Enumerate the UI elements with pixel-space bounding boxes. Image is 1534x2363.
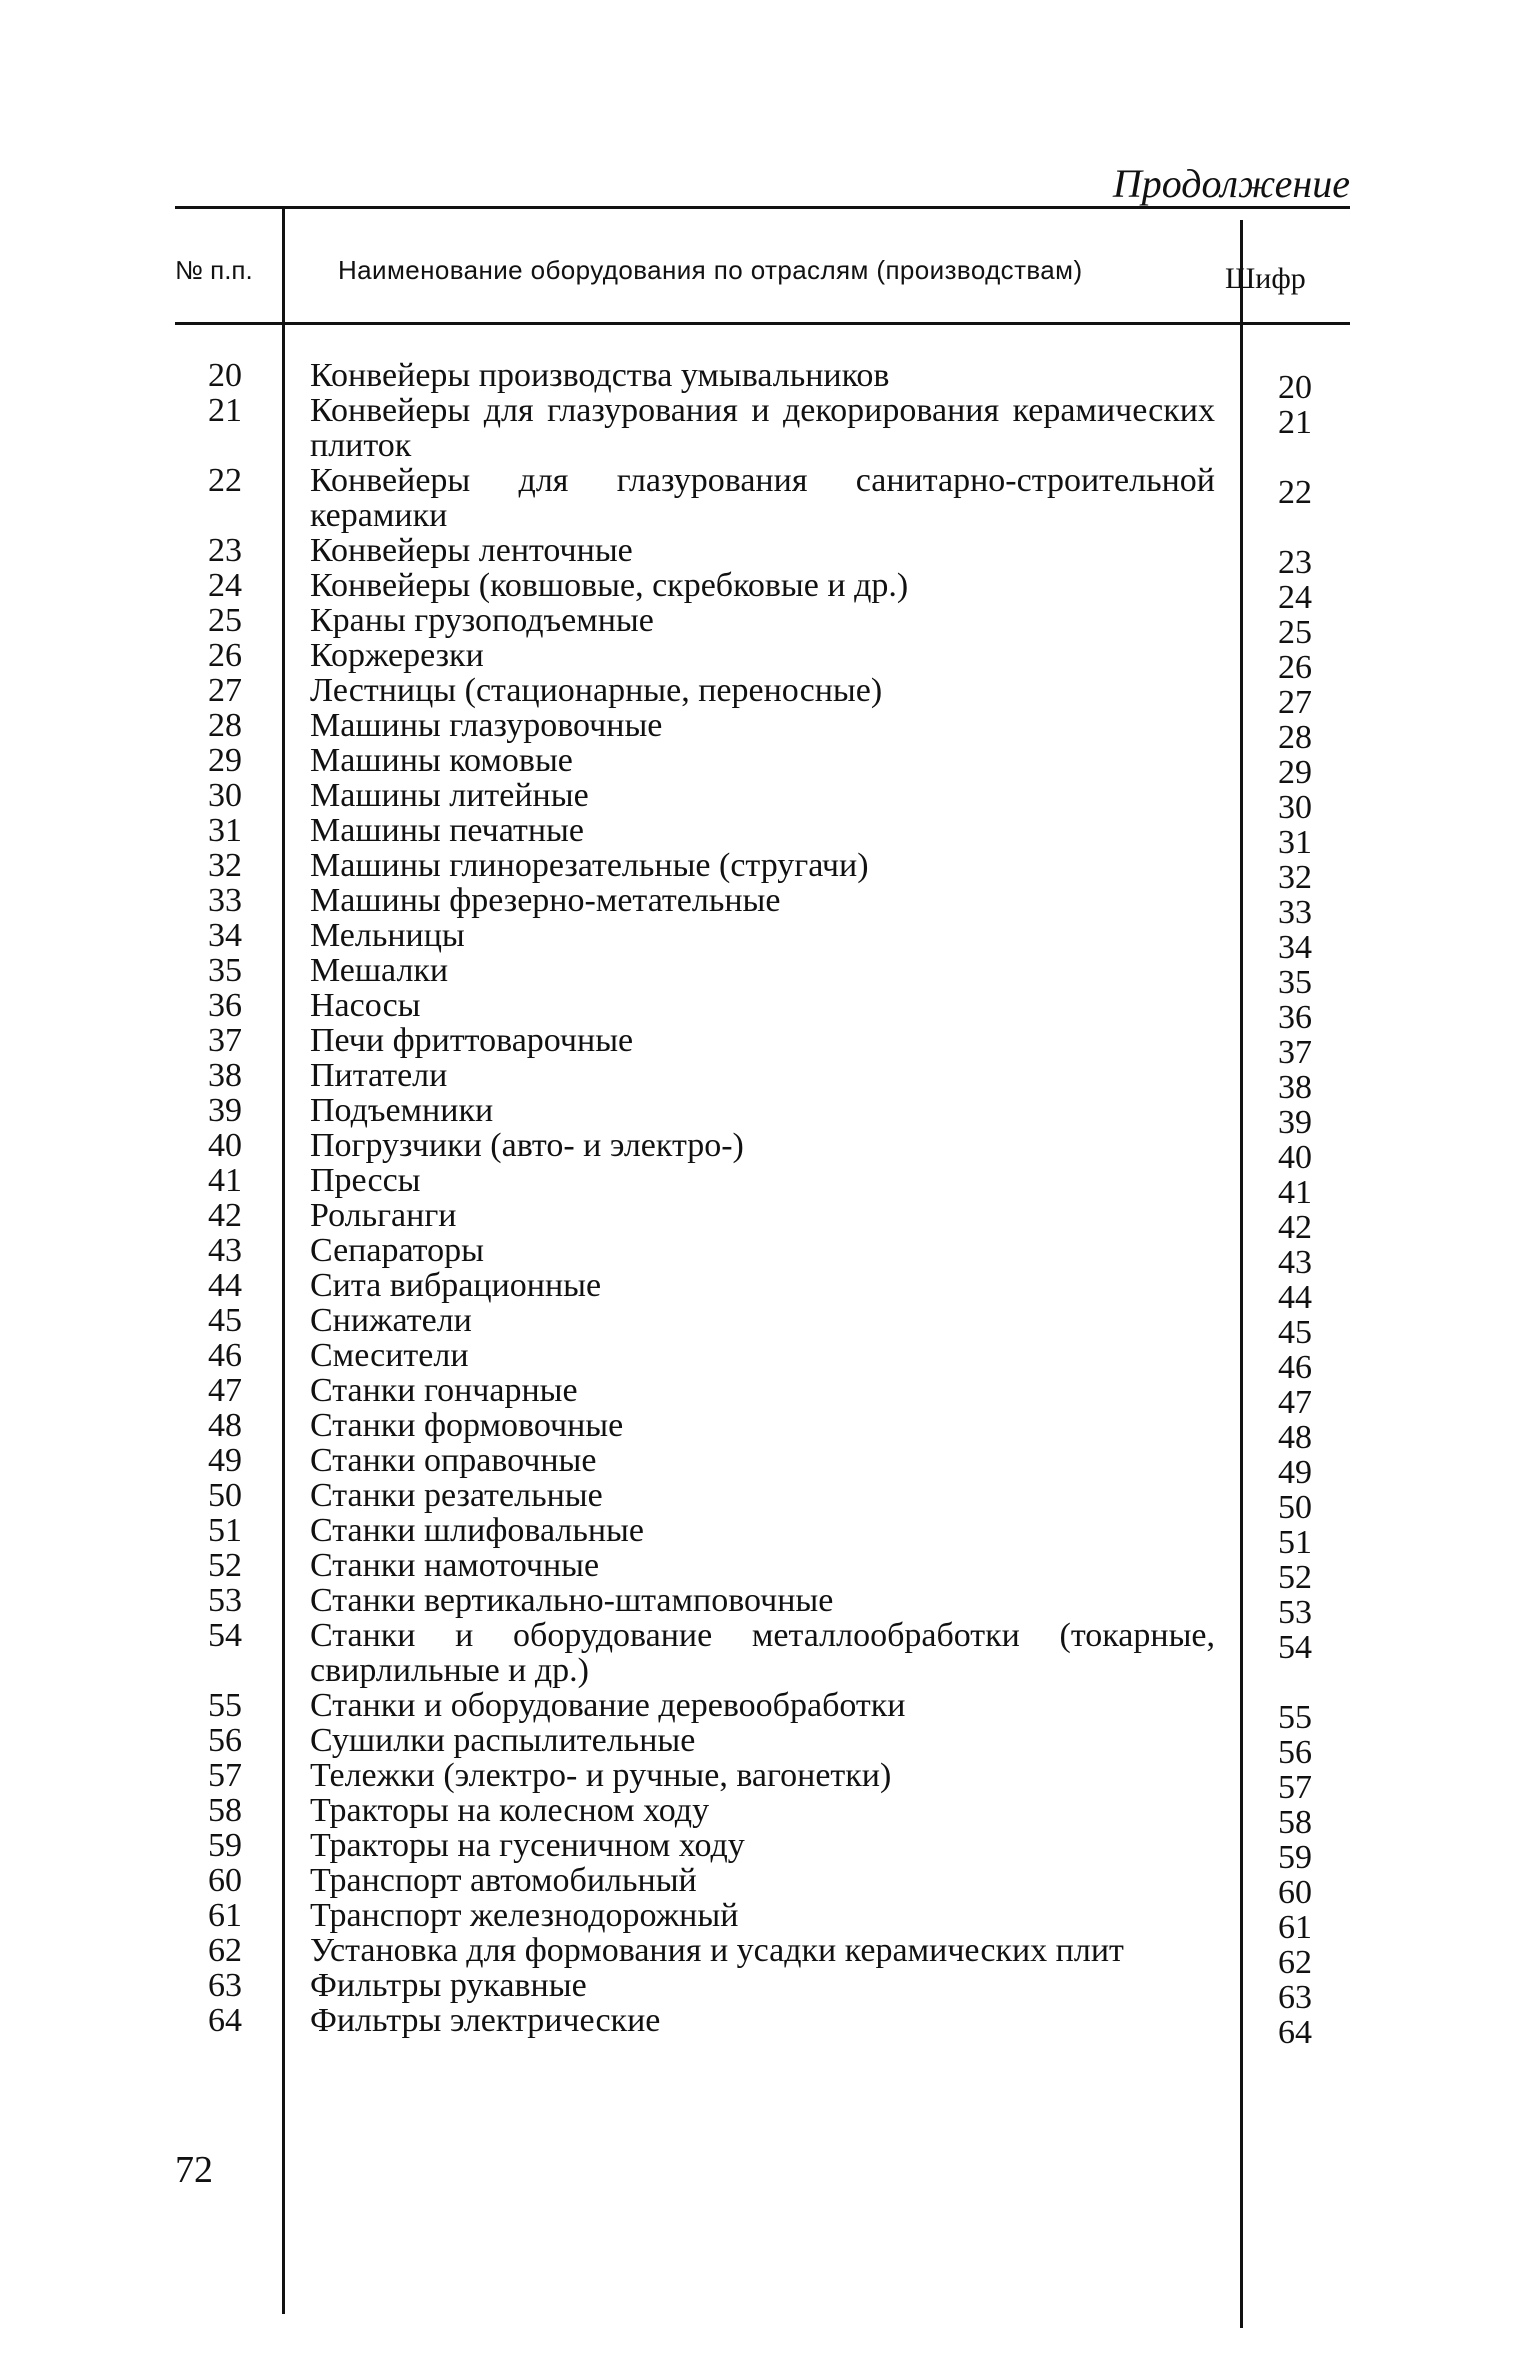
equipment-code: 55 bbox=[1278, 1699, 1312, 1736]
equipment-code: 25 bbox=[1278, 614, 1312, 651]
table-row bbox=[0, 812, 1534, 861]
table-row bbox=[0, 1092, 1534, 1141]
header-code: Шифр bbox=[1225, 262, 1306, 295]
equipment-name: Станки и оборудование деревообработки bbox=[310, 1687, 906, 1724]
equipment-name: Рольганги bbox=[310, 1197, 457, 1234]
equipment-code: 47 bbox=[1278, 1384, 1312, 1421]
table-row bbox=[0, 567, 1534, 616]
row-number: 30 bbox=[208, 777, 242, 814]
table-row bbox=[0, 1372, 1534, 1421]
table-row bbox=[0, 1477, 1534, 1526]
equipment-code: 59 bbox=[1278, 1839, 1312, 1876]
table-row bbox=[0, 777, 1534, 826]
row-number: 37 bbox=[208, 1022, 242, 1059]
equipment-code: 49 bbox=[1278, 1454, 1312, 1491]
table-row bbox=[0, 1582, 1534, 1631]
table-row bbox=[0, 1337, 1534, 1386]
table-row bbox=[0, 532, 1534, 581]
row-number: 28 bbox=[208, 707, 242, 744]
row-number: 26 bbox=[208, 637, 242, 674]
row-number: 21 bbox=[208, 392, 242, 429]
row-number: 38 bbox=[208, 1057, 242, 1094]
equipment-code: 30 bbox=[1278, 789, 1312, 826]
equipment-name: Машины комовые bbox=[310, 742, 573, 779]
equipment-code: 58 bbox=[1278, 1804, 1312, 1841]
equipment-name: Прессы bbox=[310, 1162, 421, 1199]
row-number: 35 bbox=[208, 952, 242, 989]
equipment-code: 31 bbox=[1278, 824, 1312, 861]
equipment-name: Конвейеры ленточные bbox=[310, 532, 633, 569]
row-number: 53 bbox=[208, 1582, 242, 1619]
equipment-code: 26 bbox=[1278, 649, 1312, 686]
equipment-name: Станки формовочные bbox=[310, 1407, 624, 1444]
equipment-name: Конвейеры для глазурования и декорирования керамических плиток bbox=[310, 392, 1215, 464]
table-row bbox=[0, 1267, 1534, 1316]
equipment-code: 56 bbox=[1278, 1734, 1312, 1771]
row-number: 52 bbox=[208, 1547, 242, 1584]
equipment-code: 34 bbox=[1278, 929, 1312, 966]
row-number: 20 bbox=[208, 357, 242, 394]
row-number: 27 bbox=[208, 672, 242, 709]
row-number: 25 bbox=[208, 602, 242, 639]
row-number: 49 bbox=[208, 1442, 242, 1479]
row-number: 45 bbox=[208, 1302, 242, 1339]
equipment-code: 38 bbox=[1278, 1069, 1312, 1106]
equipment-code: 46 bbox=[1278, 1349, 1312, 1386]
equipment-name: Тракторы на колесном ходу bbox=[310, 1792, 710, 1829]
equipment-name: Сепараторы bbox=[310, 1232, 484, 1269]
table-row bbox=[0, 1757, 1534, 1806]
table-row bbox=[0, 1407, 1534, 1456]
row-number: 57 bbox=[208, 1757, 242, 1794]
equipment-name: Станки и оборудование металлообработки (токарные, свирлильные и др.) bbox=[310, 1617, 1215, 1689]
equipment-code: 28 bbox=[1278, 719, 1312, 756]
equipment-code: 63 bbox=[1278, 1979, 1312, 2016]
equipment-name: Снижатели bbox=[310, 1302, 472, 1339]
equipment-code: 64 bbox=[1278, 2014, 1312, 2051]
table-row bbox=[0, 1162, 1534, 1211]
equipment-code: 36 bbox=[1278, 999, 1312, 1036]
row-number: 42 bbox=[208, 1197, 242, 1234]
equipment-name: Печи фриттоварочные bbox=[310, 1022, 634, 1059]
table-row bbox=[0, 1827, 1534, 1876]
equipment-name: Фильтры рукавные bbox=[310, 1967, 587, 2004]
row-number: 50 bbox=[208, 1477, 242, 1514]
equipment-name: Конвейеры (ковшовые, скребковые и др.) bbox=[310, 567, 909, 604]
table-row bbox=[0, 882, 1534, 931]
equipment-code: 33 bbox=[1278, 894, 1312, 931]
equipment-code: 50 bbox=[1278, 1489, 1312, 1526]
row-number: 62 bbox=[208, 1932, 242, 1969]
row-number: 23 bbox=[208, 532, 242, 569]
table-row bbox=[0, 1442, 1534, 1491]
row-number: 55 bbox=[208, 1687, 242, 1724]
equipment-name: Сушилки распылительные bbox=[310, 1722, 696, 1759]
table-row bbox=[0, 1232, 1534, 1281]
equipment-code: 35 bbox=[1278, 964, 1312, 1001]
equipment-name: Машины глинорезательные (стругачи) bbox=[310, 847, 869, 884]
equipment-name: Установка для формования и усадки керамических плит bbox=[310, 1932, 1124, 1969]
equipment-name: Фильтры электрические bbox=[310, 2002, 661, 2039]
table-row bbox=[0, 1722, 1534, 1771]
table-row bbox=[0, 1547, 1534, 1596]
table-row bbox=[0, 1022, 1534, 1071]
header-equipment-name: Наименование оборудования по отраслям (производствам) bbox=[338, 255, 1083, 285]
equipment-code: 24 bbox=[1278, 579, 1312, 616]
equipment-name: Машины глазуровочные bbox=[310, 707, 663, 744]
table-top-rule bbox=[175, 206, 1350, 209]
table-row bbox=[0, 742, 1534, 791]
equipment-name: Транспорт железнодорожный bbox=[310, 1897, 739, 1934]
equipment-code: 52 bbox=[1278, 1559, 1312, 1596]
equipment-code: 57 bbox=[1278, 1769, 1312, 1806]
row-number: 31 bbox=[208, 812, 242, 849]
page-number: 72 bbox=[175, 2149, 213, 2191]
table-row bbox=[0, 1687, 1534, 1736]
row-number: 47 bbox=[208, 1372, 242, 1409]
row-number: 24 bbox=[208, 567, 242, 604]
equipment-code: 43 bbox=[1278, 1244, 1312, 1281]
equipment-code: 39 bbox=[1278, 1104, 1312, 1141]
equipment-name: Станки вертикально-штамповочные bbox=[310, 1582, 834, 1619]
table-row bbox=[0, 1512, 1534, 1561]
row-number: 33 bbox=[208, 882, 242, 919]
row-number: 61 bbox=[208, 1897, 242, 1934]
equipment-name: Сита вибрационные bbox=[310, 1267, 602, 1304]
table-row bbox=[0, 1862, 1534, 1911]
continuation-label: Продолжение bbox=[1112, 161, 1350, 206]
equipment-code: 62 bbox=[1278, 1944, 1312, 1981]
row-number: 32 bbox=[208, 847, 242, 884]
row-number: 34 bbox=[208, 917, 242, 954]
equipment-name: Конвейеры для глазурования санитарно-строительной керамики bbox=[310, 462, 1215, 534]
row-number: 44 bbox=[208, 1267, 242, 1304]
equipment-code: 45 bbox=[1278, 1314, 1312, 1351]
row-number: 48 bbox=[208, 1407, 242, 1444]
equipment-code: 40 bbox=[1278, 1139, 1312, 1176]
row-number: 41 bbox=[208, 1162, 242, 1199]
equipment-name: Смесители bbox=[310, 1337, 469, 1374]
row-number: 22 bbox=[208, 462, 242, 499]
table-body bbox=[0, 357, 1534, 2051]
table-row bbox=[0, 463, 1534, 533]
equipment-code: 60 bbox=[1278, 1874, 1312, 1911]
row-number: 29 bbox=[208, 742, 242, 779]
table-row bbox=[0, 637, 1534, 686]
equipment-name: Мешалки bbox=[310, 952, 449, 989]
equipment-name: Станки намоточные bbox=[310, 1547, 600, 1584]
table-row bbox=[0, 987, 1534, 1036]
equipment-name: Машины печатные bbox=[310, 812, 584, 849]
equipment-name: Станки оправочные bbox=[310, 1442, 597, 1479]
row-number: 60 bbox=[208, 1862, 242, 1899]
table-row bbox=[0, 1197, 1534, 1246]
table-row bbox=[0, 917, 1534, 966]
row-number: 64 bbox=[208, 2002, 242, 2039]
table-row bbox=[0, 1897, 1534, 1946]
row-number: 40 bbox=[208, 1127, 242, 1164]
equipment-name: Насосы bbox=[310, 987, 421, 1024]
row-number: 54 bbox=[208, 1617, 242, 1654]
row-number: 51 bbox=[208, 1512, 242, 1549]
equipment-code: 20 bbox=[1278, 369, 1312, 406]
row-number: 43 bbox=[208, 1232, 242, 1269]
equipment-code: 22 bbox=[1278, 474, 1312, 511]
equipment-code: 32 bbox=[1278, 859, 1312, 896]
equipment-code: 41 bbox=[1278, 1174, 1312, 1211]
equipment-code: 29 bbox=[1278, 754, 1312, 791]
equipment-name: Лестницы (стационарные, переносные) bbox=[310, 672, 883, 709]
table-row bbox=[0, 2002, 1534, 2051]
equipment-code: 61 bbox=[1278, 1909, 1312, 1946]
equipment-name: Тележки (электро- и ручные, вагонетки) bbox=[310, 1757, 892, 1794]
table-row bbox=[0, 952, 1534, 1001]
equipment-name: Мельницы bbox=[310, 917, 465, 954]
equipment-name: Коржерезки bbox=[310, 637, 484, 674]
equipment-code: 51 bbox=[1278, 1524, 1312, 1561]
equipment-name: Транспорт автомобильный bbox=[310, 1862, 697, 1899]
equipment-name: Машины фрезерно-метательные bbox=[310, 882, 781, 919]
table-row bbox=[0, 602, 1534, 651]
equipment-code: 42 bbox=[1278, 1209, 1312, 1246]
equipment-name: Погрузчики (авто- и электро-) bbox=[310, 1127, 744, 1164]
table-row bbox=[0, 1057, 1534, 1106]
equipment-name: Станки шлифовальные bbox=[310, 1512, 644, 1549]
equipment-name: Станки резательные bbox=[310, 1477, 603, 1514]
table-row bbox=[0, 707, 1534, 756]
equipment-name: Машины литейные bbox=[310, 777, 589, 814]
equipment-code: 44 bbox=[1278, 1279, 1312, 1316]
table-row bbox=[0, 847, 1534, 896]
equipment-code: 27 bbox=[1278, 684, 1312, 721]
row-number: 56 bbox=[208, 1722, 242, 1759]
table-row bbox=[0, 357, 1534, 406]
table-header-rule bbox=[175, 322, 1350, 325]
table-row bbox=[0, 1618, 1534, 1688]
table-row bbox=[0, 1967, 1534, 2016]
equipment-name: Питатели bbox=[310, 1057, 448, 1094]
equipment-code: 53 bbox=[1278, 1594, 1312, 1631]
equipment-name: Подъемники bbox=[310, 1092, 494, 1129]
row-number: 58 bbox=[208, 1792, 242, 1829]
equipment-name: Краны грузоподъемные bbox=[310, 602, 654, 639]
equipment-name: Тракторы на гусеничном ходу bbox=[310, 1827, 745, 1864]
equipment-code: 23 bbox=[1278, 544, 1312, 581]
table-row bbox=[0, 1127, 1534, 1176]
row-number: 39 bbox=[208, 1092, 242, 1129]
row-number: 46 bbox=[208, 1337, 242, 1374]
equipment-name: Станки гончарные bbox=[310, 1372, 578, 1409]
header-row-number: № п.п. bbox=[175, 255, 253, 285]
table-row bbox=[0, 1302, 1534, 1351]
equipment-name: Конвейеры производства умывальников bbox=[310, 357, 890, 394]
equipment-code: 54 bbox=[1278, 1629, 1312, 1666]
table-row bbox=[0, 1932, 1534, 1981]
row-number: 59 bbox=[208, 1827, 242, 1864]
row-number: 36 bbox=[208, 987, 242, 1024]
equipment-code: 48 bbox=[1278, 1419, 1312, 1456]
table-row bbox=[0, 393, 1534, 463]
equipment-code: 21 bbox=[1278, 404, 1312, 441]
row-number: 63 bbox=[208, 1967, 242, 2004]
equipment-code: 37 bbox=[1278, 1034, 1312, 1071]
table-row bbox=[0, 1792, 1534, 1841]
table-row bbox=[0, 672, 1534, 721]
